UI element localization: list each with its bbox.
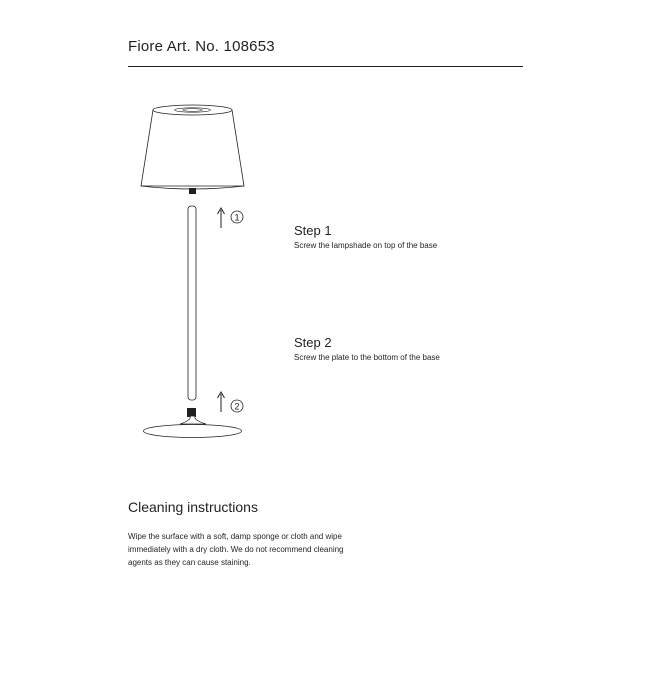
- step-2-arrow-icon: [218, 392, 225, 412]
- cleaning-instructions-text: [128, 530, 398, 569]
- cleaning-line: immediately with a dry cloth. We do not recommend cleaning: [128, 545, 344, 554]
- step-1-description: Screw the lampshade on top of the base: [294, 241, 438, 250]
- step-1-arrow-icon: [218, 208, 225, 228]
- title-divider: [128, 66, 523, 67]
- document-title: Fiore Art. No. 108653: [128, 38, 275, 55]
- step-1-marker-label: 1: [234, 212, 240, 223]
- cleaning-instructions-heading: Cleaning instructions: [128, 499, 258, 515]
- step-2-title: Step 2: [294, 335, 332, 350]
- step-1-title: Step 1: [294, 223, 332, 238]
- step-2-marker-label: 2: [234, 401, 240, 412]
- step-2-description: Screw the plate to the bottom of the base: [294, 353, 440, 362]
- cleaning-line: Wipe the surface with a soft, damp sponge or cloth and wipe: [128, 532, 342, 541]
- cleaning-line: agents as they can cause staining.: [128, 558, 251, 567]
- lampshade-illustration: [141, 105, 244, 194]
- lamp-stem-illustration: [188, 206, 196, 400]
- base-plate-illustration: [144, 408, 242, 438]
- lamp-assembly-diagram: [120, 90, 290, 450]
